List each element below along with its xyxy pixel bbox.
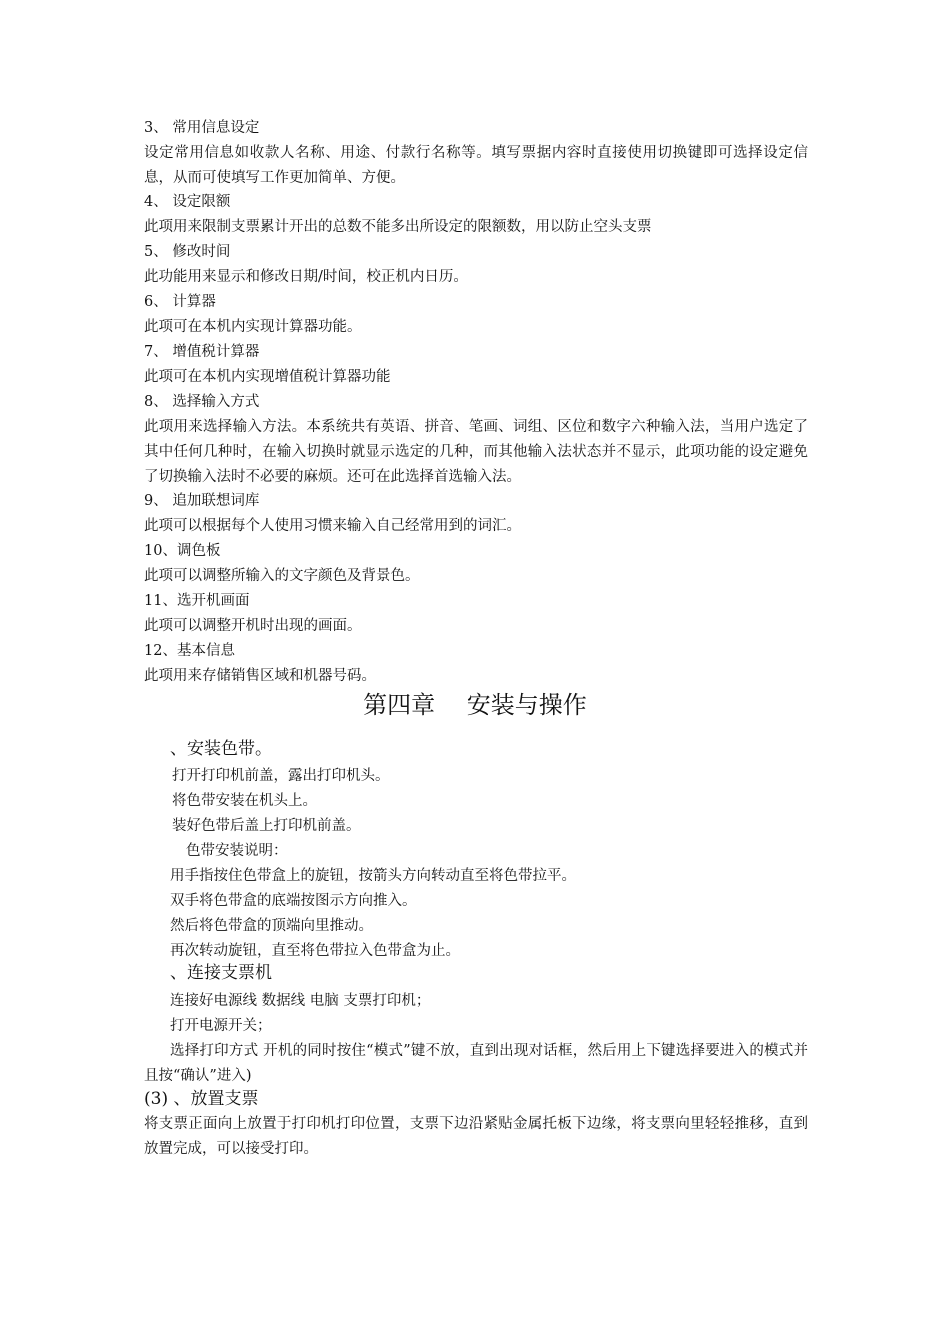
section-10-body: 此项可以调整所输入的文字颜色及背景色。 — [144, 568, 420, 584]
section-10-title: 10、调色板 — [144, 543, 221, 559]
section-6-body: 此项可在本机内实现计算器功能。 — [144, 319, 362, 335]
section-8-body: 此项用来选择输入方法。本系统共有英语、拼音、笔画、词组、区位和数字六种输入法，当用户选定了其中任何几种时，在输入切换时就显示选定的几种，而其他输入法状态并不显示，此项功能的设定避免了切换输入法时不必要的麻烦。还可在此选择首选输入法。 — [144, 419, 808, 485]
ribbon-note: 再次转动旋钮，直至将色带拉入色带盒为止。 — [170, 943, 460, 959]
connect-step: 打开电源开关； — [170, 1018, 272, 1034]
section-12-body: 此项用来存储销售区域和机器号码。 — [144, 668, 376, 684]
chapter-title: 第四章 安装与操作 — [363, 691, 587, 719]
section-3-title: 3、 常用信息设定 — [144, 120, 260, 136]
section-7-body: 此项可在本机内实现增值税计算器功能 — [144, 369, 391, 385]
section-4-body: 此项用来限制支票累计开出的总数不能多出所设定的限额数，用以防止空头支票 — [144, 219, 652, 235]
section-8-title: 8、 选择输入方式 — [144, 394, 260, 410]
ribbon-heading: 、安装色带。 — [170, 739, 272, 759]
section-12-title: 12、基本信息 — [144, 643, 235, 659]
ribbon-note: 双手将色带盒的底端按图示方向推入。 — [170, 893, 417, 909]
ribbon-step: 将色带安装在机头上。 — [172, 793, 317, 809]
section-11-body: 此项可以调整开机时出现的画面。 — [144, 618, 362, 634]
place-heading: (3) 、放置支票 — [144, 1089, 259, 1109]
connect-heading: 、连接支票机 — [170, 963, 272, 983]
section-11-title: 11、选开机画面 — [144, 593, 250, 609]
ribbon-step: 装好色带后盖上打印机前盖。 — [172, 818, 361, 834]
ribbon-step: 打开打印机前盖，露出打印机头。 — [172, 768, 390, 784]
section-9-body: 此项可以根据每个人使用习惯来输入自己经常用到的词汇。 — [144, 518, 521, 534]
section-6-title: 6、 计算器 — [144, 294, 216, 310]
ribbon-note: 用手指按住色带盒上的旋钮，按箭头方向转动直至将色带拉平。 — [170, 868, 576, 884]
section-5-title: 5、 修改时间 — [144, 244, 231, 260]
connect-mode: 选择打印方式 开机的同时按住“模式”键不放，直到出现对话框，然后用上下键选择要进入的模式并且按“确认”进入) — [144, 1043, 808, 1084]
section-5-body: 此功能用来显示和修改日期/时间，校正机内日历。 — [144, 269, 468, 285]
section-7-title: 7、 增值税计算器 — [144, 344, 260, 360]
section-4-title: 4、 设定限额 — [144, 194, 231, 210]
place-body: 将支票正面向上放置于打印机打印位置，支票下边沿紧贴金属托板下边缘，将支票向里轻轻推移，直到放置完成，可以接受打印。 — [144, 1116, 808, 1157]
connect-step: 连接好电源线 数据线 电脑 支票打印机； — [170, 993, 431, 1009]
ribbon-note-title: 色带安装说明： — [186, 843, 288, 859]
ribbon-note: 然后将色带盒的顶端向里推动。 — [170, 918, 373, 934]
section-3-body: 设定常用信息如收款人名称、用途、付款行名称等。填写票据内容时直接使用切换键即可选择设定信息，从而可使填写工作更加简单、方便。 — [144, 145, 808, 186]
section-9-title: 9、 追加联想词库 — [144, 493, 260, 509]
